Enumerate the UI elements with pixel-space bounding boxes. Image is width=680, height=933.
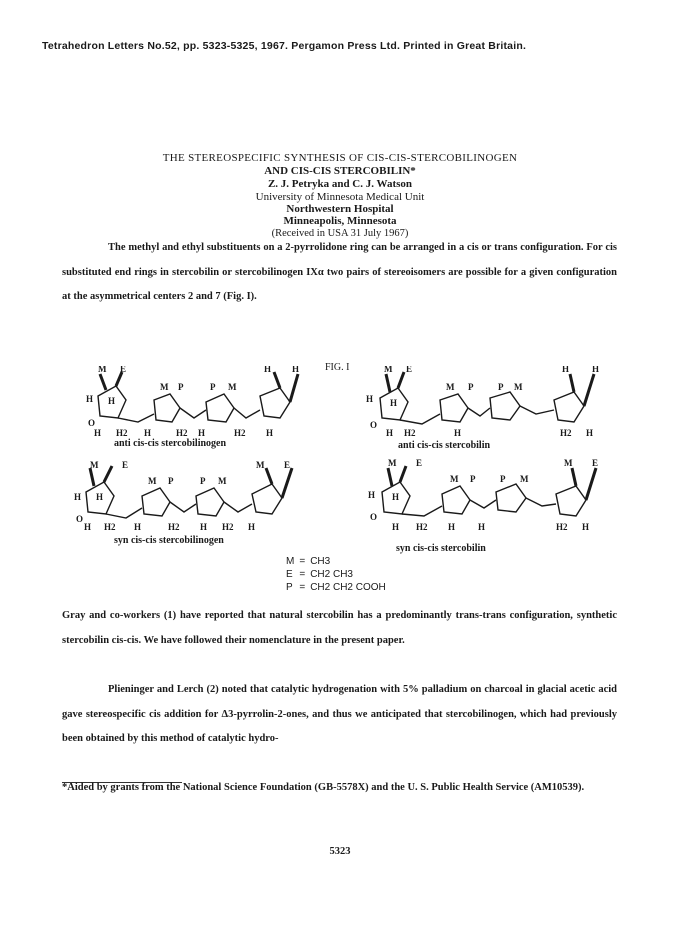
- legend-eq: =: [299, 556, 306, 567]
- legend-symbol: P: [286, 582, 293, 593]
- svg-text:H: H: [248, 522, 256, 532]
- svg-text:H: H: [96, 492, 104, 502]
- svg-text:E: E: [120, 366, 127, 374]
- svg-text:H: H: [292, 366, 300, 374]
- svg-text:H: H: [74, 492, 82, 502]
- legend-row: [286, 555, 391, 568]
- svg-text:O: O: [76, 514, 84, 524]
- svg-text:H: H: [562, 366, 570, 374]
- city: Minneapolis, Minnesota: [283, 215, 397, 227]
- svg-text:H: H: [264, 366, 272, 374]
- svg-text:M: M: [98, 366, 107, 374]
- svg-text:H2: H2: [116, 428, 128, 438]
- svg-text:M: M: [384, 366, 393, 374]
- substituent-legend: [286, 555, 391, 594]
- title-line-2: AND CIS-CIS STERCOBILIN*: [264, 165, 416, 177]
- footnote: *Aided by grants from the National Science Foundation (GB-5578X) and the U. S. Public Health Service (AM10539).: [62, 782, 585, 793]
- svg-text:H: H: [366, 394, 374, 404]
- svg-text:M: M: [450, 474, 459, 484]
- svg-text:P: P: [210, 382, 216, 392]
- figure-label: FIG. I: [325, 362, 350, 373]
- structure-label-anti-stercobilinogen: anti cis-cis stercobilinogen: [114, 438, 227, 449]
- title-line-1: THE STEREOSPECIFIC SYNTHESIS OF CIS-CIS-STERCOBILINOGEN: [162, 152, 518, 164]
- svg-text:O: O: [88, 418, 96, 428]
- svg-text:H: H: [200, 522, 208, 532]
- svg-text:H: H: [478, 522, 486, 532]
- svg-text:M: M: [256, 460, 265, 470]
- paragraph-3-text: Plieninger and Lerch (2) noted that catalytic hydrogenation with 5% palladium on charcoal in glacial acetic acid gave stereospecific cis addition for Δ3-pyrrolin-2-ones, and thus we anticipated that stercobilinogen, which had previously been obtained by this method of catalytic hydro-: [62, 684, 617, 744]
- svg-text:H: H: [198, 428, 206, 438]
- svg-text:E: E: [284, 460, 291, 470]
- paragraph-2: Gray and co-workers (1) have reported that natural stercobilin has a predominantly trans-trans configuration, synthetic stercobilin cis-cis. We have followed their nomenclature in the present paper.: [62, 610, 617, 646]
- svg-text:O: O: [370, 512, 378, 522]
- svg-text:H: H: [266, 428, 274, 438]
- svg-text:H: H: [586, 428, 594, 438]
- svg-text:H2: H2: [404, 428, 416, 438]
- svg-text:P: P: [498, 382, 504, 392]
- svg-text:H2: H2: [416, 522, 428, 532]
- structure-label-syn-stercobilin: syn cis-cis stercobilin: [396, 543, 486, 554]
- received-date: (Received in USA 31 July 1967): [271, 228, 409, 239]
- svg-text:M: M: [564, 458, 573, 468]
- structure-syn-stercobilinogen: [72, 460, 322, 536]
- legend-formula: CH3: [310, 556, 331, 567]
- paragraph-1: [62, 236, 617, 310]
- legend-row: [286, 581, 391, 594]
- svg-text:E: E: [592, 458, 599, 468]
- legend-formula: CH2 CH2 COOH: [310, 582, 386, 593]
- svg-text:H2: H2: [234, 428, 246, 438]
- svg-text:M: M: [228, 382, 237, 392]
- legend-eq: =: [299, 582, 306, 593]
- svg-text:H: H: [454, 428, 462, 438]
- svg-text:H2: H2: [176, 428, 188, 438]
- svg-text:H: H: [386, 428, 394, 438]
- svg-text:E: E: [416, 458, 423, 468]
- svg-text:H: H: [86, 394, 94, 404]
- svg-text:H: H: [134, 522, 142, 532]
- svg-text:H2: H2: [560, 428, 572, 438]
- affiliation: University of Minnesota Medical Unit: [255, 191, 425, 203]
- svg-text:M: M: [160, 382, 169, 392]
- legend-symbol: E: [286, 569, 293, 580]
- svg-text:E: E: [406, 366, 413, 374]
- structure-label-anti-stercobilin: anti cis-cis stercobilin: [398, 440, 491, 451]
- svg-text:H: H: [392, 492, 400, 502]
- svg-text:H: H: [144, 428, 152, 438]
- svg-text:H: H: [390, 398, 398, 408]
- svg-text:P: P: [168, 476, 174, 486]
- svg-text:H2: H2: [168, 522, 180, 532]
- svg-text:M: M: [514, 382, 523, 392]
- page-number: 5323: [329, 846, 351, 857]
- svg-text:H: H: [448, 522, 456, 532]
- svg-text:H: H: [592, 366, 600, 374]
- svg-text:M: M: [90, 460, 99, 470]
- svg-text:M: M: [388, 458, 397, 468]
- svg-text:H: H: [582, 522, 590, 532]
- svg-text:H: H: [94, 428, 102, 438]
- svg-text:H: H: [84, 522, 92, 532]
- structure-anti-stercobilin: [364, 366, 614, 442]
- structure-anti-stercobilinogen: [84, 366, 320, 442]
- journal-header: Tetrahedron Letters No.52, pp. 5323-5325, 1967. Pergamon Press Ltd. Printed in Great Britain.: [42, 40, 527, 52]
- svg-text:M: M: [446, 382, 455, 392]
- structure-label-syn-stercobilinogen: syn cis-cis stercobilinogen: [114, 535, 224, 546]
- legend-symbol: M: [286, 556, 295, 567]
- svg-text:H: H: [368, 490, 376, 500]
- structure-syn-stercobilin: [366, 458, 616, 534]
- svg-text:O: O: [370, 420, 378, 430]
- legend-eq: =: [299, 569, 306, 580]
- svg-text:P: P: [200, 476, 206, 486]
- svg-text:M: M: [218, 476, 227, 486]
- svg-text:M: M: [520, 474, 529, 484]
- svg-text:E: E: [122, 460, 129, 470]
- hospital: Northwestern Hospital: [286, 203, 394, 215]
- svg-text:M: M: [148, 476, 157, 486]
- svg-text:P: P: [470, 474, 476, 484]
- paragraph-1-text: The methyl and ethyl substituents on a 2-pyrrolidone ring can be arranged in a cis or trans configuration. For cis substituted end rings in stercobilin or stercobilinogen IXα two pairs of stereoisomers are possible for a given configuration at the asymmetrical centers 2 and 7 (Fig. I).: [62, 242, 617, 302]
- svg-text:P: P: [178, 382, 184, 392]
- svg-text:H2: H2: [104, 522, 116, 532]
- svg-text:P: P: [468, 382, 474, 392]
- svg-text:H: H: [108, 396, 116, 406]
- authors: Z. J. Petryka and C. J. Watson: [267, 178, 413, 190]
- paragraph-3: [62, 678, 617, 752]
- legend-formula: CH2 CH3: [310, 569, 353, 580]
- legend-row: [286, 568, 391, 581]
- svg-text:P: P: [500, 474, 506, 484]
- svg-text:H: H: [392, 522, 400, 532]
- svg-text:H2: H2: [556, 522, 568, 532]
- svg-text:H2: H2: [222, 522, 234, 532]
